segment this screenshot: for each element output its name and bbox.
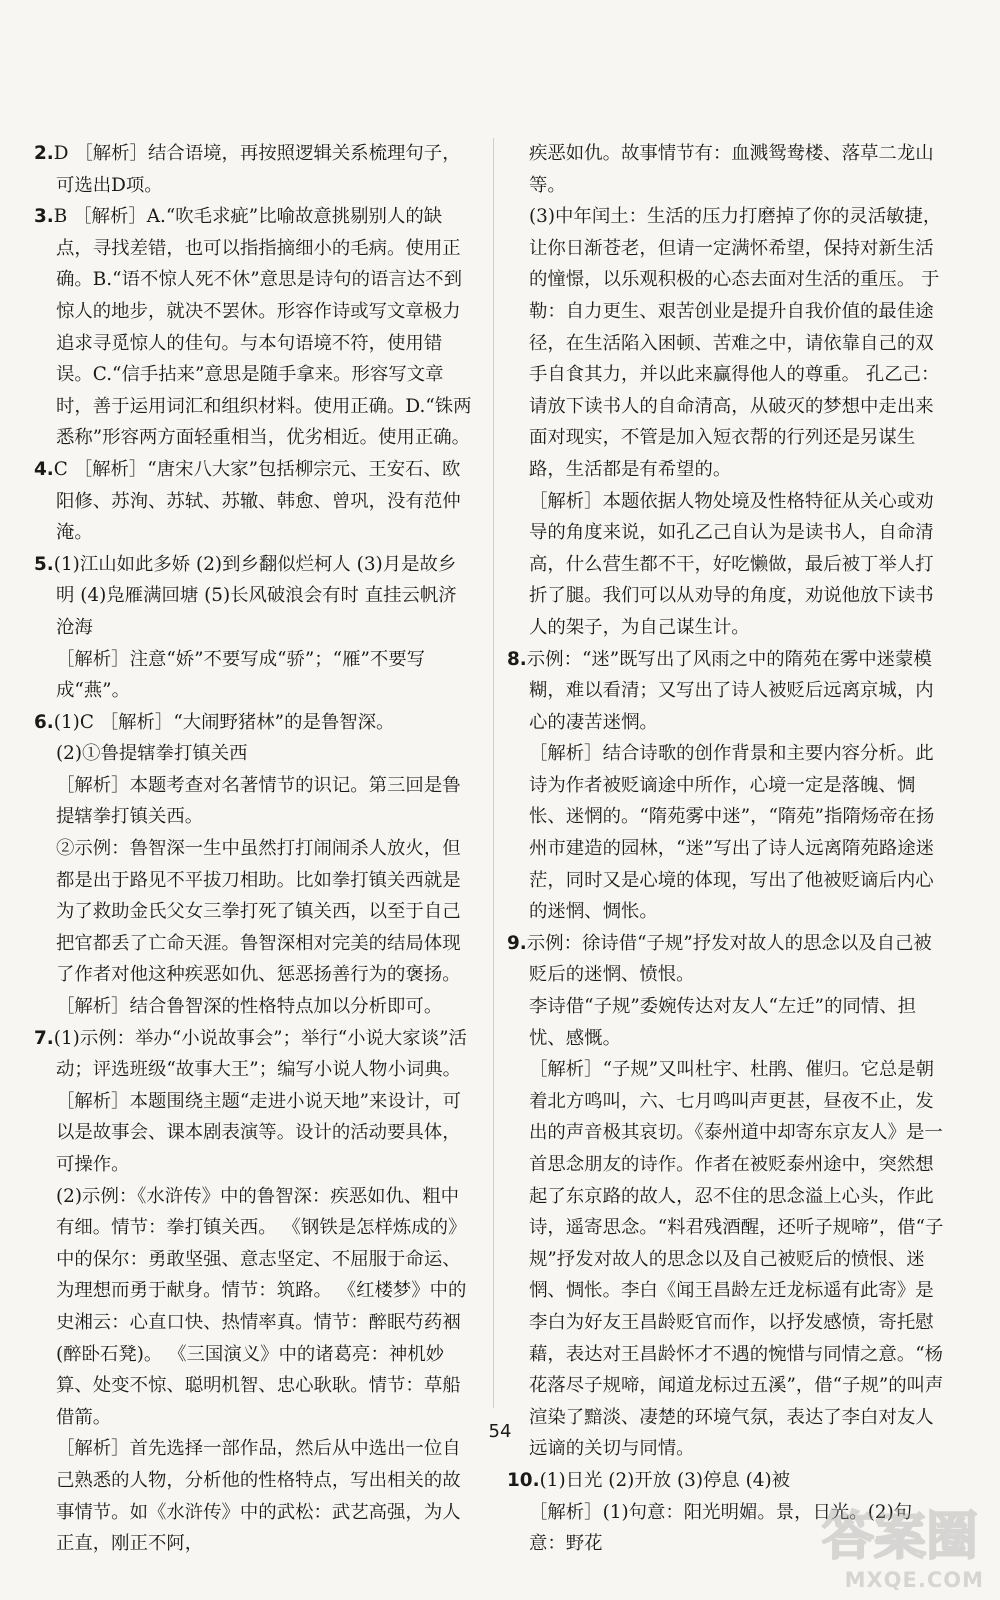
answer-paragraph — [34, 1023, 474, 1086]
answer-paragraph — [34, 454, 474, 549]
answer-text: B ［解析］A.“吹毛求疵”比喻故意挑剔别人的缺点，寻找差错，也可以指指摘细小的毛病。使用正确。B.“语不惊人死不休”意思是诗句的语言达不到惊人的地步，就决不罢休。形容作诗或写文章极力追求寻觅惊人的佳句。与本句语境不符，使用错误。C.“信手拈来”意思是随手拿来。形容写文章时，善于运用词汇和组织材料。使用正确。D.“铢两悉称”形容两方面轻重相当，优劣相近。使用正确。 — [53, 206, 472, 449]
answer-paragraph — [507, 738, 947, 928]
answer-paragraph — [507, 928, 947, 991]
answer-text: ［解析］结合诗歌的创作背景和主要内容分析。此诗为作者被贬谪途中所作，心境一定是落魄、惆怅、迷惘的。“隋苑雾中迷”，“隋苑”指隋炀帝在扬州市建造的园林，“迷”写出了诗人远离隋苑路途迷茫，同时又是心境的体现，写出了他被贬谪后内心的迷惘、惆怅。 — [529, 743, 935, 923]
answer-text: (1)示例：举办“小说故事会”；举行“小说大家谈”活动；评选班级“故事大王”；编写小说人物小词典。 — [53, 1027, 467, 1081]
column-divider — [493, 138, 494, 1408]
answer-paragraph — [507, 486, 947, 644]
question-number: 4. — [34, 458, 54, 480]
answer-text: (2)示例：《水浒传》中的鲁智深：疾恶如仇、粗中有细。情节：拳打镇关西。 《钢铁是怎样炼成的》中的保尔：勇敢坚强、意志坚定、不屈服于命运、为理想而勇于献身。情节：筑路。 《红楼梦》中的史湘云：心直口快、热情率真。情节：醉眠芍药裀(醉卧石凳)。 《三国演义》中的诸葛亮：神机妙算、处变不惊、聪明机智、忠心耿耿。情节：草船借箭。 — [56, 1185, 467, 1428]
right-column — [507, 138, 947, 1560]
question-number: 3. — [34, 206, 54, 228]
answer-text: ［解析］首先选择一部作品，然后从中选出一位自己熟悉的人物，分析他的性格特点，写出相关的故事情节。如《水浒传》中的武松：武艺高强，为人正直，刚正不阿， — [56, 1438, 461, 1555]
watermark-logo — [798, 1494, 986, 1592]
watermark-cn: 答案圈 — [821, 1507, 978, 1567]
answer-text: 示例：“迷”既写出了风雨之中的隋苑在雾中迷蒙模糊，难以看清；又写出了诗人被贬后远离京城，内心的凄苦迷惘。 — [526, 648, 934, 733]
answer-paragraph — [34, 549, 474, 644]
answer-paragraph — [507, 1465, 947, 1497]
question-number: 10. — [507, 1469, 540, 1491]
answer-text: ［解析］“子规”又叫杜宇、杜鹃、催归。它总是朝着北方鸣叫，六、七月鸣叫声更甚，昼夜不止，发出的声音极其哀切。《泰州道中却寄东京友人》是一首思念朋友的诗作。作者在被贬泰州途中，突然想起了东京路的故人，忍不住的思念溢上心头，作此诗，遥寄思念。“料君残酒醒，还听子规啼”，借“子规”抒发对故人的思念以及自己被贬后的愤恨、迷惘、惆怅。李白《闻王昌龄左迁龙标遥有此寄》是李白为好友王昌龄贬官而作，以抒发感愤，寄托慰藉，表达对王昌龄怀才不遇的惋惜与同情之意。“杨花落尽子规啼，闻道龙标过五溪”，借“子规”的叫声渲染了黯淡、凄楚的环境气氛，表达了李白对友人远谪的关切与同情。 — [529, 1059, 944, 1460]
answer-text: ［解析］注意“娇”不要写成“骄”；“雁”不要写成“燕”。 — [56, 648, 426, 702]
answer-paragraph — [507, 138, 947, 201]
answer-text: ［解析］结合鲁智深的性格特点加以分析即可。 — [56, 996, 443, 1018]
answer-paragraph — [507, 1054, 947, 1465]
question-number: 7. — [34, 1027, 54, 1049]
answer-text: ［解析］本题依据人物处境及性格特征从关心或劝导的角度来说，如孔乙己自认为是读书人，自命清高，什么营生都不干，好吃懒做，最后被丁举人打折了腿。我们可以从劝导的角度，劝说他放下读书人的架子，为自己谋生计。 — [529, 490, 934, 638]
watermark-url: MXQE.COM — [844, 1568, 984, 1592]
answer-paragraph — [34, 1433, 474, 1559]
answer-paragraph — [34, 770, 474, 833]
answer-text: ［解析］(1)句意：阳光明媚。景，日光。(2)句意：野花 — [529, 1501, 913, 1555]
answer-paragraph — [34, 707, 474, 739]
answer-paragraph — [34, 138, 474, 201]
question-number: 2. — [34, 143, 54, 164]
question-number: 6. — [34, 711, 54, 733]
answer-text: 示例：徐诗借“子规”抒发对故人的思念以及自己被贬后的迷惘、愤恨。 — [526, 932, 932, 986]
question-number: 9. — [507, 932, 527, 954]
answer-text: ②示例：鲁智深一生中虽然打打闹闹杀人放火，但都是出于路见不平拔刀相助。比如拳打镇关西就是为了救助金氏父女三拳打死了镇关西，以至于自己把官都丢了亡命天涯。鲁智深相对完美的结局体现了作者对他这种疾恶如仇、惩恶扬善行为的褒扬。 — [56, 838, 461, 986]
answer-text: C ［解析］“唐宋八大家”包括柳宗元、王安石、欧阳修、苏洵、苏轼、苏辙、韩愈、曾巩，没有范仲淹。 — [53, 458, 461, 544]
answer-paragraph — [34, 201, 474, 454]
answer-paragraph — [507, 644, 947, 739]
answer-paragraph — [34, 1181, 474, 1434]
answer-text: ［解析］本题围绕主题“走进小说天地”来设计，可以是故事会、课本剧表演等。设计的活动要具体，可操作。 — [56, 1090, 462, 1175]
question-number: 5. — [34, 553, 54, 575]
answer-text: (3)中年闰土：生活的压力打磨掉了你的灵活敏捷，让你日渐苍老，但请一定满怀希望，保持对新生活的憧憬，以乐观积极的心态去面对生活的重压。 于勒：自力更生、艰苦创业是提升自我价值的最佳途径，在生活陷入困顿、苦难之中，请依靠自己的双手自食其力，并以此来赢得他人的尊重。 孔乙己：请放下读书人的自命清高，从破灭的梦想中走出来面对现实，不管是加入短衣帮的行列还是另谋生路，生活都是有希望的。 — [529, 206, 942, 480]
answer-paragraph — [34, 738, 474, 770]
answer-text: D ［解析］结合语境，再按照逻辑关系梳理句子，可选出D项。 — [53, 143, 461, 196]
left-column — [34, 138, 474, 1560]
answer-text: (2)①鲁提辖拳打镇关西 — [56, 743, 248, 765]
answer-paragraph — [507, 201, 947, 485]
answer-text: ［解析］本题考查对名著情节的识记。第三回是鲁提辖拳打镇关西。 — [56, 774, 461, 828]
answer-paragraph — [34, 833, 474, 991]
answer-text: 李诗借“子规”委婉传达对友人“左迁”的同情、担忧、感慨。 — [529, 996, 917, 1049]
question-number: 8. — [507, 648, 527, 670]
answer-paragraph — [34, 1086, 474, 1181]
page-number: 54 — [488, 1421, 512, 1442]
answer-paragraph — [34, 644, 474, 707]
answer-text: (1)日光 (2)开放 (3)停息 (4)被 — [539, 1469, 791, 1491]
answer-paragraph — [507, 991, 947, 1054]
answer-text: (1)C ［解析］“大闹野猪林”的是鲁智深。 — [53, 711, 395, 733]
answer-paragraph — [34, 991, 474, 1023]
answer-text: 疾恶如仇。故事情节有：血溅鸳鸯楼、落草二龙山等。 — [529, 143, 934, 196]
answer-text: (1)江山如此多娇 (2)到乡翻似烂柯人 (3)月是故乡明 (4)凫雁满回塘 (5)长风破浪会有时 直挂云帆济沧海 — [53, 553, 457, 638]
